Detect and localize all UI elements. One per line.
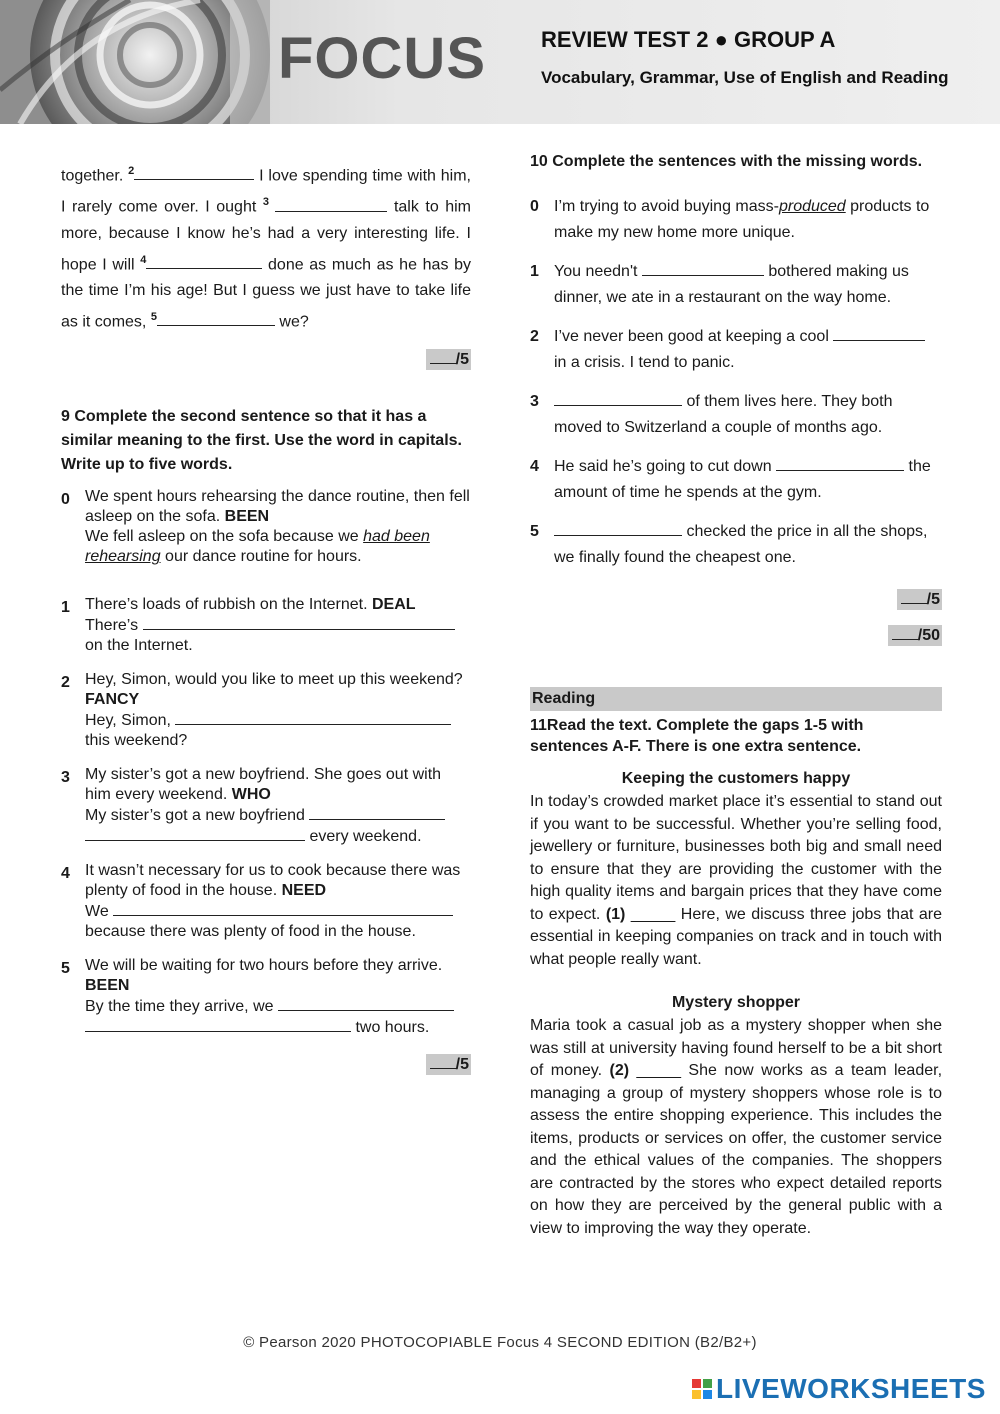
- task10-item-0: 0 I’m trying to avoid buying mass-produced products to make my new home more unique.: [530, 198, 930, 241]
- liveworksheets-logo-icon: [692, 1379, 712, 1399]
- swirl-graphic-icon: [0, 0, 270, 124]
- reading-subtitle: Mystery shopper: [671, 994, 801, 1011]
- page-header: [0, 0, 1000, 124]
- task10-score: /5: [530, 587, 942, 613]
- total-score-input[interactable]: [892, 625, 918, 640]
- task9-item-4: 4 It wasn’t necessary for us to cook because there was plenty of food in the house. NEED We because there was plenty of food in the house.: [61, 862, 461, 941]
- task9-heading: 9 Complete the second sentence so that it has a similar meaning to the first. Use the word in capitals. Write up to five words.: [61, 408, 462, 474]
- gap-3-input[interactable]: [275, 195, 387, 212]
- gap-5-input[interactable]: [157, 309, 275, 326]
- reading-title: Keeping the customers happy: [621, 770, 851, 787]
- answer-4-input[interactable]: [113, 901, 453, 916]
- task9-item-1: 1 There’s loads of rubbish on the Internet. DEAL There’s on the Internet.: [61, 595, 471, 656]
- task9-item-5: 5 We will be waiting for two hours before they arrive. BEEN By the time they arrive, we two hours.: [61, 956, 471, 1038]
- page-subtitle: Vocabulary, Grammar, Use of English and Reading: [541, 68, 949, 87]
- reading-section-bar: Reading: [530, 687, 942, 711]
- task10-item-5: 5 checked the price in all the shops, we finally found the cheapest one.: [530, 523, 928, 566]
- reading-paragraph-1: In today’s crowded market place it’s essential to stand out if you want to be successful. Whether you’re selling food, jewellery or furniture, businesses both big and small need to ensure that they are providing the customer with the high quality items and bargain prices that they have come to expect. (1) _____ Here, we discuss three jobs that are essential in keeping companies on track and in touch with what people really want.: [530, 793, 942, 968]
- total-score: /50: [530, 623, 942, 649]
- task8-score: /5: [61, 347, 471, 373]
- task10-item-3: 3 of them lives here. They both moved to Switzerland a couple of months ago.: [530, 393, 893, 436]
- task10-answer-2-input[interactable]: [833, 326, 925, 341]
- answer-2-input[interactable]: [175, 710, 451, 725]
- task9-item-3: 3 My sister’s got a new boyfriend. She goes out with him every weekend. WHO My sister’s got a new boyfriend every weekend.: [61, 765, 471, 847]
- answer-1-input[interactable]: [143, 615, 455, 630]
- gap-4-input[interactable]: [146, 252, 262, 269]
- answer-5-input-a[interactable]: [278, 996, 454, 1011]
- task9-item-2: 2 Hey, Simon, would you like to meet up this weekend? FANCY Hey, Simon, this weekend?: [61, 671, 463, 750]
- right-column: [530, 150, 942, 1240]
- task10-answer-4-input[interactable]: [776, 456, 904, 471]
- task8-passage: together. $^2$ I love spending time with him, I rarely come over. I ought $^3$ talk to him more, because I know he’s had a very interesting life. I hope I will $^4$ done as much as he has by the time I’m his age! But I guess we just have to take life as it comes, $^5$ we?: [61, 165, 471, 331]
- focus-logo: FOCUS: [278, 26, 486, 91]
- task10-item-2: 2 I’ve never been good at keeping a cool in a crisis. I tend to panic.: [530, 324, 942, 376]
- task10-item-4: 4 He said he’s going to cut down the amount of time he spends at the gym.: [530, 458, 931, 501]
- gap-2-input[interactable]: [134, 163, 254, 180]
- page-footer: © Pearson 2020 PHOTOCOPIABLE Focus 4 SECOND EDITION (B2/B2+): [243, 1334, 757, 1351]
- score-input[interactable]: [901, 589, 927, 604]
- task10-answer-1-input[interactable]: [642, 261, 764, 276]
- task9-item-0: 0 We spent hours rehearsing the dance routine, then fell asleep on the sofa. BEEN We fell asleep on the sofa because we had been rehearsing our dance routine for hours.: [61, 488, 470, 566]
- reading-paragraph-2: Maria took a casual job as a mystery shopper when she was still at university having found herself to be a bit short of money. (2) _____ She now works as a team leader, managing a group of mystery shoppers whose role is to assess the entire shopping experience. This includes the items, products or services on offer, the customer service and the ethical values of the companies. The shoppers are contracted by the stores who expect detailed reports on how they are perceived by the general public with a view to improving the way they operate.: [530, 1017, 943, 1237]
- answer-5-input-b[interactable]: [85, 1017, 351, 1032]
- answer-3-input-b[interactable]: [85, 826, 305, 841]
- task9-example-answer: We fell asleep on the sofa because we had been rehearsing our dance routine for hours.: [85, 528, 430, 566]
- left-column: [61, 158, 471, 1078]
- task10-answer-3-input[interactable]: [554, 391, 682, 406]
- task10-answer-5-input[interactable]: [554, 521, 682, 536]
- page-title: REVIEW TEST 2 ● GROUP A: [541, 27, 836, 52]
- score-input[interactable]: [430, 1054, 456, 1069]
- score-input[interactable]: [430, 349, 456, 364]
- liveworksheets-brand: LIVEWORKSHEETS: [692, 1372, 986, 1406]
- task10-item-1: 1 You needn't bothered making us dinner, we ate in a restaurant on the way home.: [530, 263, 909, 306]
- task10-heading: 10 Complete the sentences with the missing words.: [530, 153, 923, 170]
- task9-score: /5: [61, 1052, 471, 1078]
- answer-3-input-a[interactable]: [309, 805, 445, 820]
- task11-heading: 11Read the text. Complete the gaps 1-5 with sentences A-F. There is one extra sentence.: [530, 717, 864, 755]
